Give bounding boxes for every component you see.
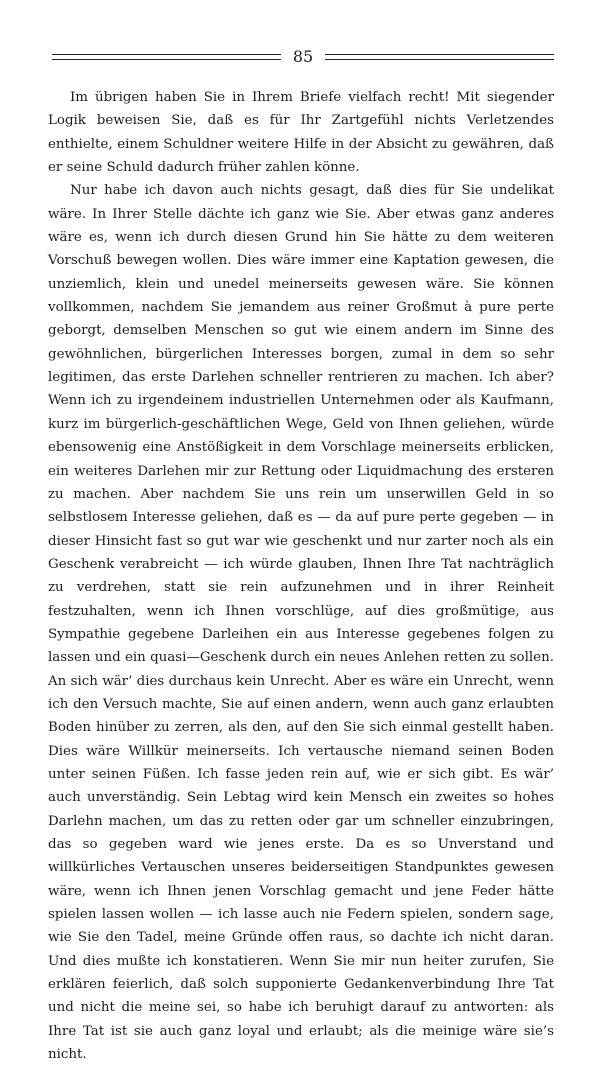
- header-rule-right: [325, 54, 554, 60]
- paragraph-1: Im übrigen haben Sie in Ihrem Briefe vielfach recht! Mit siegender Logik beweisen Sie, daß es für Ihr Zartgefühl nichts Verletzendes enthielte, einem Schuldner weitere Hilfe in der Absicht zu gewähren, daß er seine Schuld dadurch früher zahlen könne.: [48, 90, 554, 176]
- page-number: 85: [292, 47, 314, 66]
- page-header: [52, 46, 554, 68]
- paragraph-2: Nur habe ich davon auch nichts gesagt, daß dies für Sie undelikat wäre. In Ihrer Stelle dächte ich ganz wie Sie. Aber etwas ganz anderes wäre es, wenn ich durch diesen Grund hin Sie hätte zu dem weiteren Vorschuß bewegen wollen. Dies wäre immer eine Kaptation gewesen, die unziemlich, klein und unedel meinerseits gewesen wäre. Sie können vollkommen, nachdem Sie jemandem aus reiner Großmut à pure perte geborgt, demselben Menschen so gut wie einem andern im Sinne des gewöhnlichen, bürgerlichen Interesses borgen, zumal in dem so sehr legitimen, das erste Darlehen schneller rentrieren zu machen. Ich aber? Wenn ich zu irgendeinem industriellen Unternehmen oder als Kaufmann, kurz im bürgerlich-geschäftlichen Wege, Geld von Ihnen geliehen, würde ebensowenig eine Anstößigkeit in dem Vorschlage meinerseits erblicken, ein weiteres Darlehen mir zur Rettung oder Liquidmachung des ersteren zu machen. Aber nachdem Sie uns rein um unserwillen Geld in so selbstlosem Interesse geliehen, daß es — da auf pure perte gegeben — in dieser Hinsicht fast so gut war wie geschenkt und nur zarter noch als ein Geschenk verabreicht — ich würde glauben, Ihnen Ihre Tat nachträglich zu verdrehen, statt sie rein aufzunehmen und in ihrer Reinheit festzuhalten, wenn ich Ihnen vorschlüge, auf dies großmütige, aus Sympathie gegebene Darleihen ein aus Interesse gegebenes folgen zu lassen und ein quasi—Geschenk durch ein neues Anlehen retten zu sollen. An sich wär’ dies durchaus kein Unrecht. Aber es wäre ein Unrecht, wenn ich den Versuch machte, Sie auf einen andern, wenn auch ganz erlaubten Boden hinüber zu zerren, als den, auf den Sie sich einmal gestellt haben. Dies wäre Willkür meinerseits. Ich vertausche niemand seinen Boden unter seinen Füßen. Ich fasse jeden rein auf, wie er sich gibt. Es wär’ auch unverständig. Sein Lebtag wird kein Mensch ein zweites so hohes Darlehn machen, um das zu retten oder gar um schneller einzubringen, das so gegeben ward wie jenes erste. Da es so Unverstand und willkürliches Vertauschen unseres beiderseitigen Standpunktes gewesen wäre, wenn ich Ihnen jenen Vorschlag gemacht und jene Feder hätte spielen lassen wollen — ich lasse auch nie Federn spielen, sondern sage, wie Sie den Tadel, meine Gründe offen raus, so dachte ich nicht daran. Und dies mußte ich konstatieren. Wenn Sie mir nun heiter zurufen, Sie erklären feierlich, daß solch supponierte Gedankenverbindung Ihre Tat und nicht die meine sei, so habe ich beruhigt darauf zu antworten: als Ihre Tat ist sie auch ganz loyal und erlaubt; als die meinige wäre sie’s nicht.: [48, 183, 554, 1063]
- body-text: [48, 86, 554, 1066]
- header-rule-left: [52, 54, 281, 60]
